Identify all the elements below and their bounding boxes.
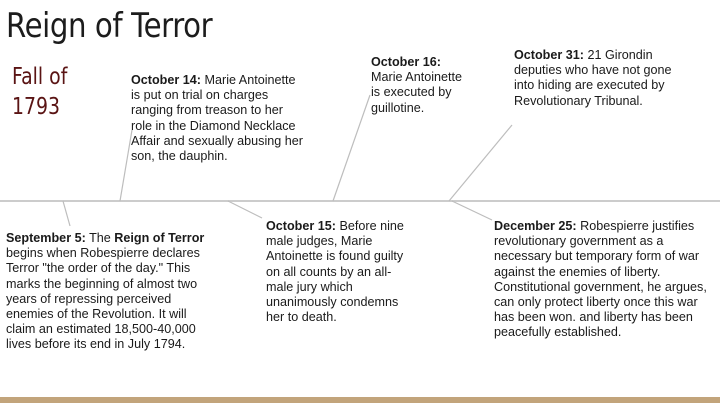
event-october-31 [514,48,678,109]
event-date: December 25: [494,219,577,233]
event-september-5 [6,231,206,353]
event-december-25 [494,219,710,341]
connector-oct15 [228,201,262,218]
event-text: Robespierre justifies revolutionary government as a necessary but temporary form of war against the enemies of liberty. Constitutional government, he argues, can only protect liberty once this war has been won. and liberty has been peacefully established. [494,219,707,340]
event-date: October 16: [371,55,441,69]
event-october-15 [266,219,406,325]
page-title: Reign of Terror [6,6,213,46]
event-date: October 31: [514,48,584,62]
event-highlight: Reign of Terror [114,231,205,245]
connector-oct16 [333,95,370,201]
page-subtitle: Fall of 1793 [12,64,68,120]
event-text: begins when Robespierre declares Terror "the order of the day." This marks the beginning of almost two years of repressing perceived enemies of the Revolution. It will claim an estimated 18,500-40,000 lives before its end in July 1794. [6,246,200,352]
event-date: October 15: [266,219,336,233]
event-text: 21 Girondin deputies who have not gone into hiding are executed by Revolutionary Tribunal. [514,48,672,108]
event-october-16 [371,55,471,116]
event-text: Marie Antoinette is executed by guillotine. [371,70,463,115]
event-text: Marie Antoinette is put on trial on charges ranging from treason to her role in the Diamond Necklace Affair and sexually abusing her son, the dauphin. [131,73,303,164]
connector-oct31 [449,125,512,201]
event-october-14 [131,73,303,164]
event-date: September 5: [6,231,86,245]
connector-dec25 [452,201,492,220]
bottom-bar [0,397,720,403]
event-text: Before nine male judges, Marie Antoinette is found guilty on all counts by an all-male jury which unanimously condemns her to death. [266,219,404,325]
connector-sep5 [63,201,70,226]
event-text: The [85,231,115,245]
event-date: October 14: [131,73,201,87]
